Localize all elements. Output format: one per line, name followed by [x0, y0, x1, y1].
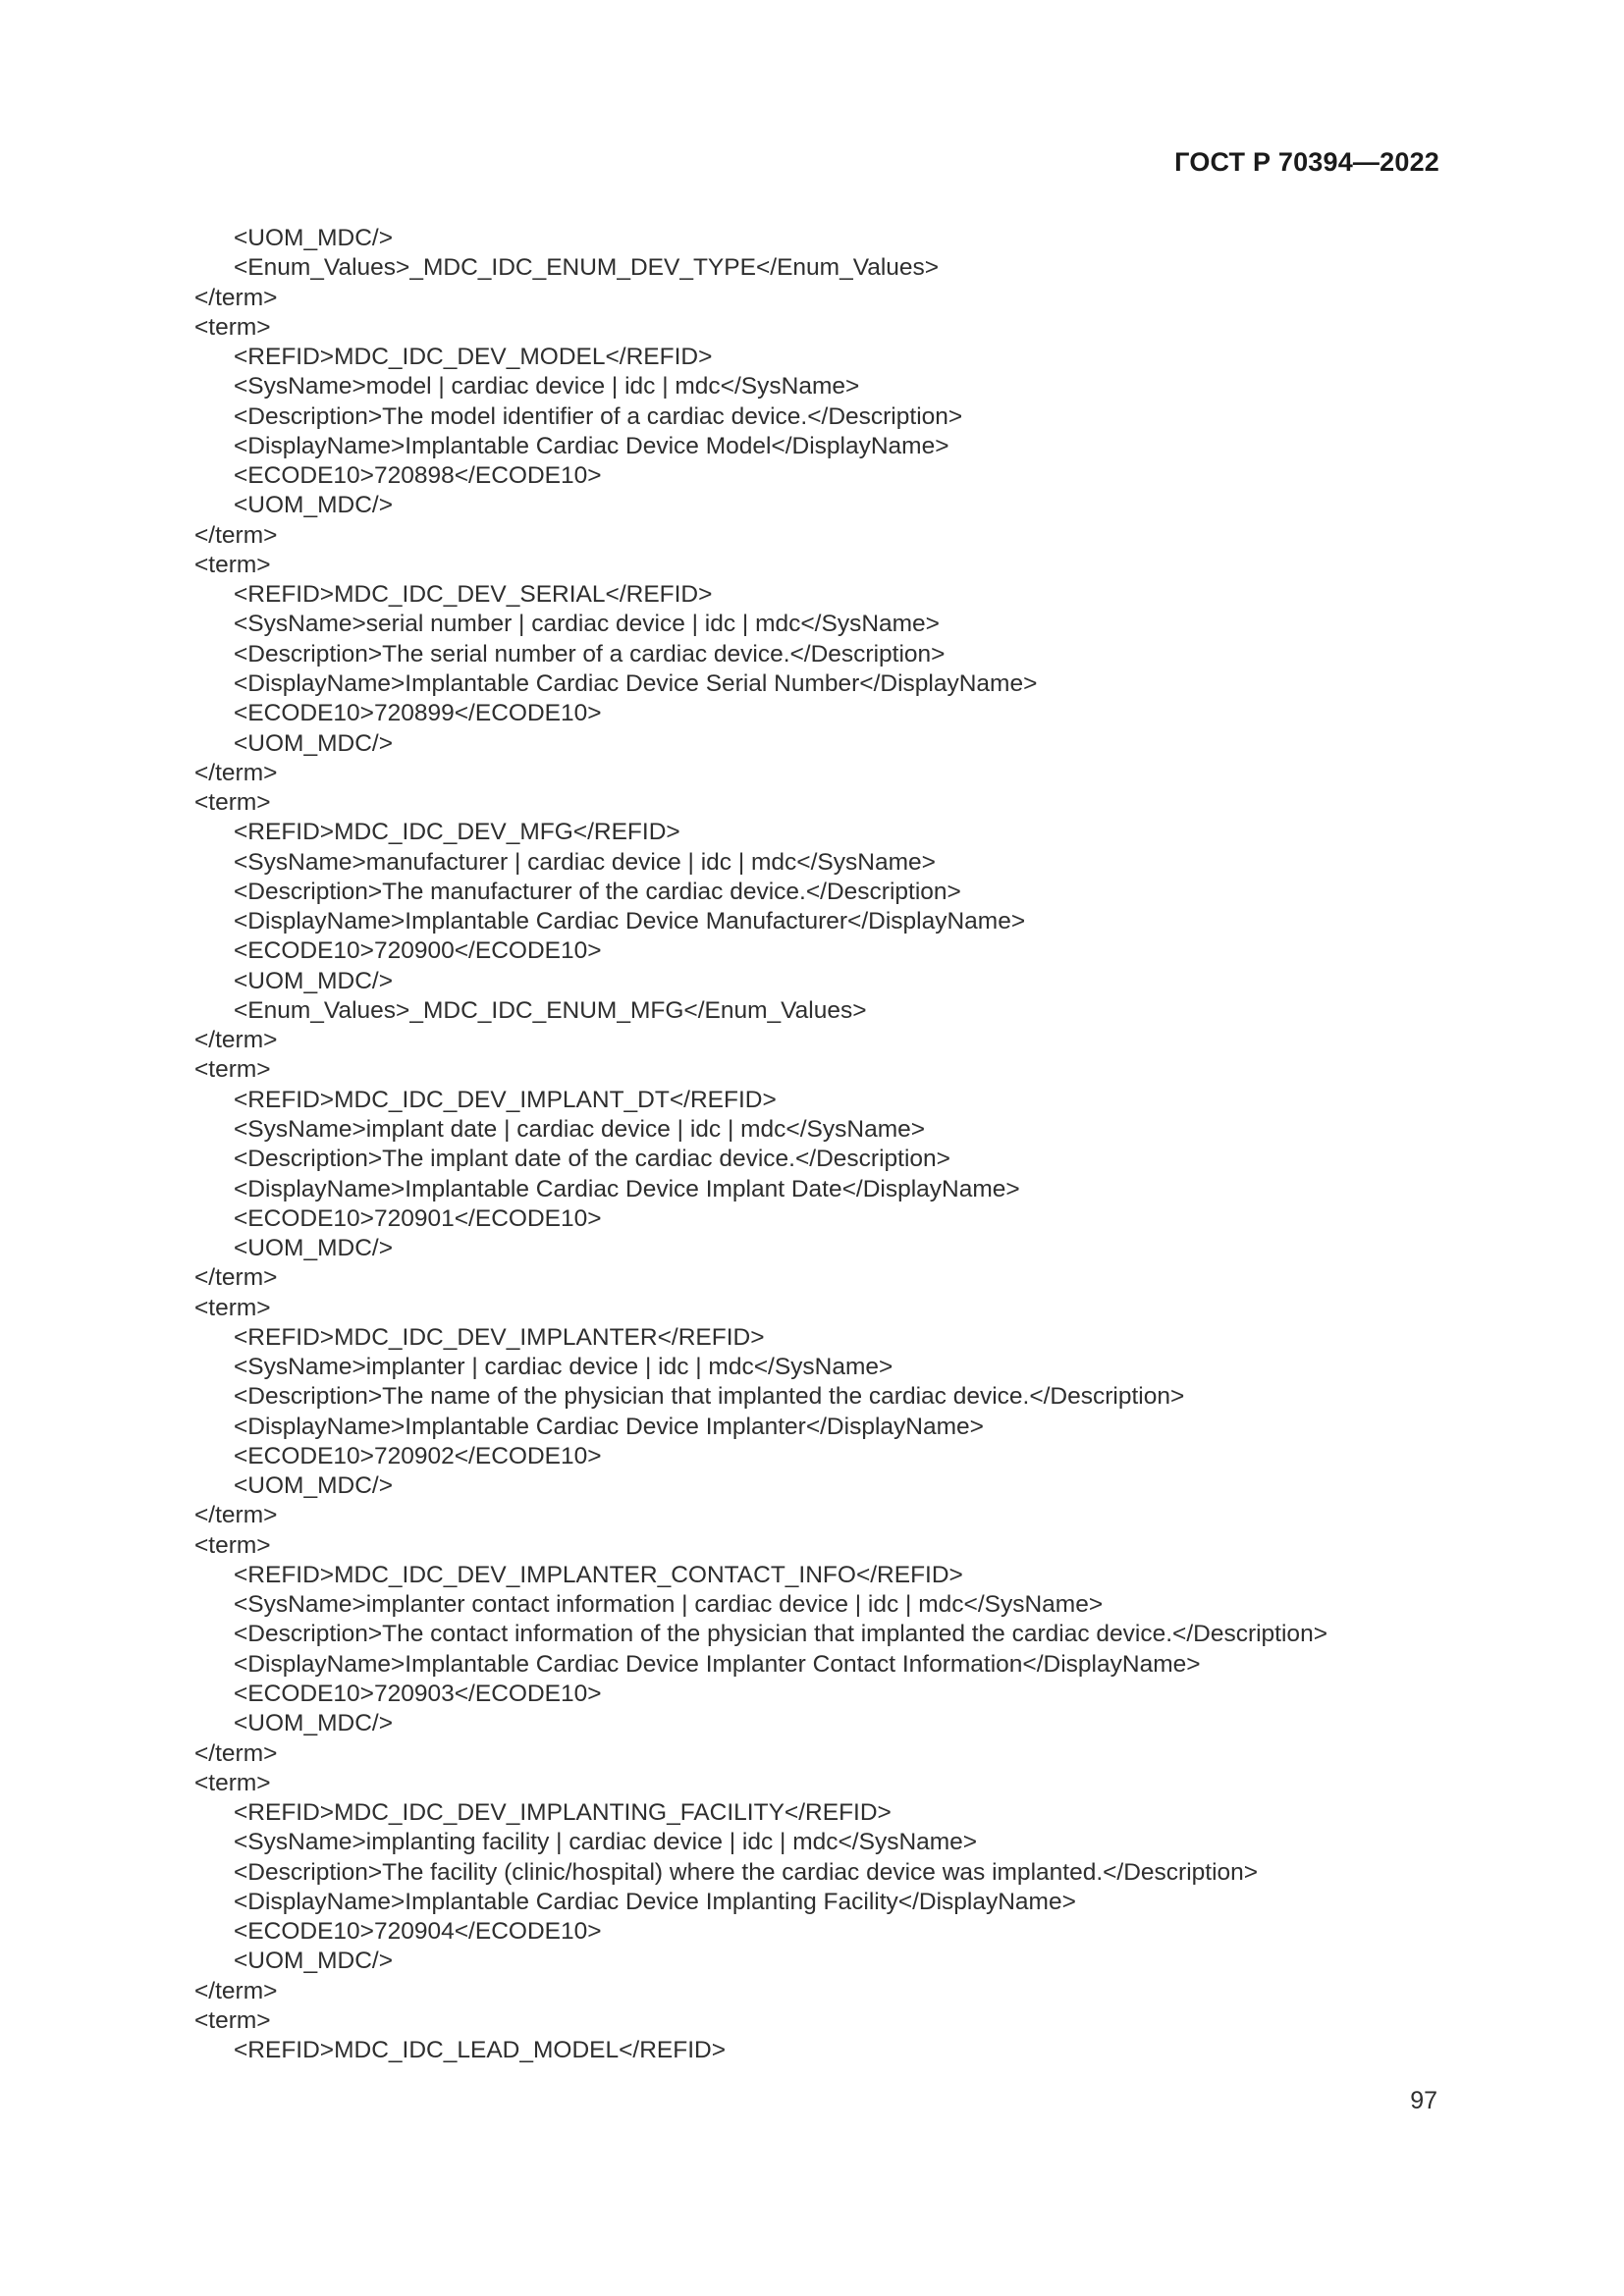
- xml-line: <ECODE10>720898</ECODE10>: [234, 462, 602, 490]
- xml-line: <REFID>MDC_IDC_LEAD_MODEL</REFID>: [234, 2037, 727, 2064]
- xml-listing: [194, 224, 1477, 2065]
- xml-line: <SysName>serial number | cardiac device | idc | mdc</SysName>: [234, 611, 940, 638]
- xml-line: <Description>The serial number of a cardiac device.</Description>: [234, 640, 946, 667]
- xml-line: <SysName>implant date | cardiac device | idc | mdc</SysName>: [234, 1115, 926, 1143]
- xml-line: <term>: [194, 551, 271, 578]
- xml-line: <term>: [194, 2006, 271, 2034]
- xml-line: <DisplayName>Implantable Cardiac Device Implanting Facility</DisplayName>: [234, 1888, 1076, 1915]
- xml-line: <ECODE10>720904</ECODE10>: [234, 1918, 602, 1946]
- xml-line: <term>: [194, 789, 271, 817]
- xml-line: <ECODE10>720903</ECODE10>: [234, 1681, 602, 1708]
- xml-line: <DisplayName>Implantable Cardiac Device Implanter</DisplayName>: [234, 1413, 984, 1440]
- xml-line: <term>: [194, 1531, 271, 1559]
- xml-line: <term>: [194, 1056, 271, 1084]
- xml-line: <UOM_MDC/>: [234, 1948, 394, 1975]
- xml-line: <Description>The implant date of the cardiac device.</Description>: [234, 1146, 950, 1173]
- xml-line: <UOM_MDC/>: [234, 225, 394, 251]
- xml-line: <term>: [194, 313, 271, 341]
- xml-line: <UOM_MDC/>: [234, 729, 394, 757]
- xml-line: <REFID>MDC_IDC_DEV_IMPLANTING_FACILITY</REFID>: [234, 1799, 892, 1827]
- document-standard-header: ГОСТ Р 70394—2022: [1174, 147, 1439, 177]
- xml-line: <SysName>implanter contact information | cardiac device | idc | mdc</SysName>: [234, 1591, 1104, 1619]
- xml-line: </term>: [194, 1027, 278, 1054]
- xml-line: </term>: [194, 1264, 278, 1292]
- xml-line: <term>: [194, 1769, 271, 1796]
- xml-line: <SysName>model | cardiac device | idc | mdc</SysName>: [234, 373, 860, 400]
- xml-line: <Description>The contact information of the physician that implanted the cardiac device.</Description>: [234, 1621, 1327, 1648]
- xml-line: <UOM_MDC/>: [234, 967, 394, 994]
- xml-line: <DisplayName>Implantable Cardiac Device Manufacturer</DisplayName>: [234, 908, 1026, 935]
- xml-line: <Description>The name of the physician that implanted the cardiac device.</Description>: [234, 1383, 1185, 1411]
- xml-line: <UOM_MDC/>: [234, 1472, 394, 1500]
- xml-line: </term>: [194, 1977, 278, 2004]
- xml-line: <DisplayName>Implantable Cardiac Device Implant Date</DisplayName>: [234, 1175, 1020, 1202]
- xml-line: <ECODE10>720901</ECODE10>: [234, 1204, 602, 1232]
- xml-line: <UOM_MDC/>: [234, 1710, 394, 1737]
- xml-line: </term>: [194, 284, 278, 311]
- xml-line: <REFID>MDC_IDC_DEV_IMPLANTER_CONTACT_INFO</REFID>: [234, 1561, 963, 1588]
- xml-line: </term>: [194, 1502, 278, 1529]
- xml-line: <SysName>implanting facility | cardiac device | idc | mdc</SysName>: [234, 1829, 978, 1856]
- xml-line: </term>: [194, 521, 278, 549]
- xml-line: <ECODE10>720902</ECODE10>: [234, 1442, 602, 1469]
- xml-line: </term>: [194, 1739, 278, 1767]
- xml-line: <SysName>implanter | cardiac device | idc | mdc</SysName>: [234, 1354, 893, 1381]
- xml-line: <REFID>MDC_IDC_DEV_IMPLANT_DT</REFID>: [234, 1086, 777, 1113]
- page-number: 97: [1410, 2087, 1437, 2114]
- xml-line: <Enum_Values>_MDC_IDC_ENUM_DEV_TYPE</Enum_Values>: [234, 254, 940, 282]
- xml-line: <Description>The model identifier of a cardiac device.</Description>: [234, 402, 963, 430]
- xml-line: <Description>The facility (clinic/hospital) where the cardiac device was implanted.</Description>: [234, 1858, 1259, 1886]
- xml-line: <Description>The manufacturer of the cardiac device.</Description>: [234, 878, 961, 905]
- xml-line: <UOM_MDC/>: [234, 1235, 394, 1262]
- xml-line: <ECODE10>720900</ECODE10>: [234, 937, 602, 965]
- xml-line: <UOM_MDC/>: [234, 492, 394, 519]
- xml-line: <DisplayName>Implantable Cardiac Device Serial Number</DisplayName>: [234, 669, 1038, 697]
- xml-line: <REFID>MDC_IDC_DEV_SERIAL</REFID>: [234, 581, 713, 609]
- xml-line: <REFID>MDC_IDC_DEV_MODEL</REFID>: [234, 344, 713, 371]
- xml-line: <Enum_Values>_MDC_IDC_ENUM_MFG</Enum_Values>: [234, 996, 867, 1024]
- xml-line: <ECODE10>720899</ECODE10>: [234, 700, 602, 727]
- xml-line: <DisplayName>Implantable Cardiac Device Model</DisplayName>: [234, 432, 949, 459]
- xml-line: <DisplayName>Implantable Cardiac Device Implanter Contact Information</DisplayName>: [234, 1650, 1201, 1678]
- xml-line: <REFID>MDC_IDC_DEV_MFG</REFID>: [234, 819, 680, 846]
- xml-line: <SysName>manufacturer | cardiac device | idc | mdc</SysName>: [234, 848, 936, 876]
- xml-line: <term>: [194, 1294, 271, 1321]
- xml-line: <REFID>MDC_IDC_DEV_IMPLANTER</REFID>: [234, 1323, 765, 1351]
- xml-line: </term>: [194, 759, 278, 786]
